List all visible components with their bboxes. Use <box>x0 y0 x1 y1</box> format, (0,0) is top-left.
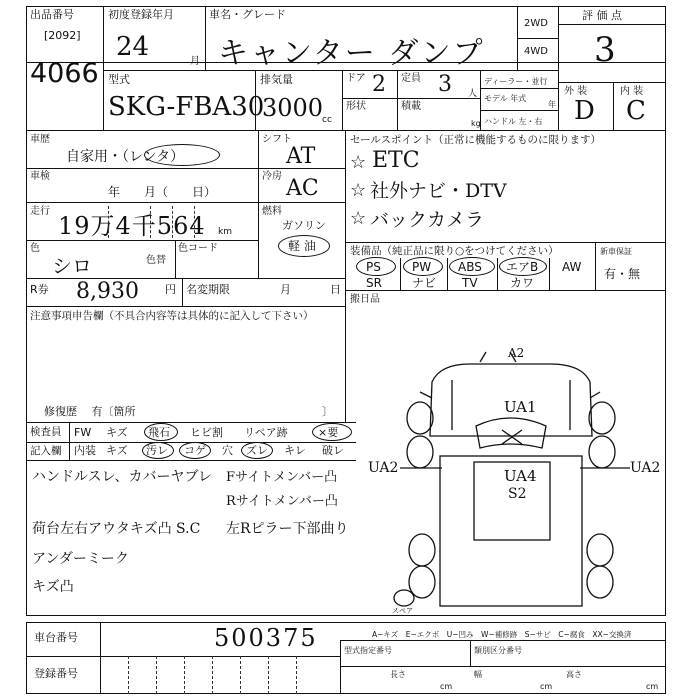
lot-number: 4066 <box>30 58 99 89</box>
drive-4wd: 4WD <box>524 46 548 57</box>
history-value: 自家用・（レンタ） <box>66 149 185 165</box>
damage-mark-s2: S2 <box>508 486 527 502</box>
comment-3: Rサイトメンバー凸 <box>226 494 338 509</box>
model-number-label: 型式指定番号 <box>344 646 392 655</box>
damage-mark-a2: A2 <box>508 346 525 360</box>
sales-point-star: ☆ <box>350 152 367 173</box>
reg-number-label: 登録番号 <box>34 667 78 680</box>
name-value: キャンター ダンプ <box>218 36 485 71</box>
sales-point-star: ☆ <box>350 208 367 229</box>
equip-aw: AW <box>562 260 582 274</box>
check-int-dirt: 汚レ <box>146 444 168 457</box>
name-label: 車名・グレード <box>209 8 286 21</box>
check-hibiware: ヒビ割 <box>190 426 223 439</box>
mileage-value: 19万4千564 <box>58 212 206 240</box>
load-label: 積載 <box>401 101 421 112</box>
color-label: 色 <box>30 243 40 254</box>
inspection-value: 年 月（ 日） <box>108 185 217 199</box>
displacement-label: 排気量 <box>260 73 293 86</box>
length-unit: cm <box>440 682 453 691</box>
repair-close: 〕 <box>322 405 333 418</box>
repair-label: 修復歴 有〔箇所 <box>44 405 136 418</box>
type-number-label: 類別区分番号 <box>474 646 522 655</box>
ship-date-label: 搬日品 <box>350 294 380 305</box>
comment-4: 荷台左右アウタキズ凸 S.C <box>32 521 201 537</box>
check-int-hole: 穴 <box>222 444 233 457</box>
inspector-label-2: 記入欄 <box>30 445 62 457</box>
damage-mark-ua2-right: UA2 <box>630 460 661 476</box>
check-repair: リペア跡 <box>244 426 288 439</box>
color-change-label: 色替 <box>146 255 166 266</box>
chassis-value: 500375 <box>214 624 318 652</box>
displacement-unit: cc <box>322 115 332 125</box>
name-change-label: 名変期限 <box>186 283 230 296</box>
model-value: SKG-FBA30 <box>108 92 265 122</box>
equip-leather: カワ <box>510 276 535 290</box>
reg-month-unit: 月 <box>190 56 200 67</box>
grade-value: 3 <box>594 30 616 70</box>
equip-navi: ナビ <box>412 276 437 290</box>
damage-mark-ua4: UA4 <box>504 467 537 485</box>
model-year-label: モデル 年式 <box>484 94 527 103</box>
inspector-label-1: 検査員 <box>30 426 62 438</box>
recycle-value: 8,930 <box>76 279 139 304</box>
new-spec-value: 有・無 <box>604 267 641 281</box>
check-tobiishi: 飛石 <box>148 426 170 439</box>
exterior-label: 外 装 <box>564 86 588 97</box>
reg-year-label: 初度登録年月 <box>108 8 174 21</box>
fuel-diesel: 軽 油 <box>288 239 316 253</box>
check-interior: 内装 <box>74 444 96 457</box>
drive-2wd: 2WD <box>524 18 548 29</box>
notes-label: 注意事項申告欄（不具合内容等は具体的に記入して下さい） <box>30 310 314 322</box>
damage-mark-ua1: UA1 <box>504 398 537 416</box>
color-value: シロ <box>52 254 92 278</box>
equip-airbag: エアB <box>506 260 539 274</box>
comment-2: Fサイトメンバー凸 <box>226 470 338 485</box>
comment-7: キズ凸 <box>32 579 74 595</box>
capacity-label: 定員 <box>401 73 421 84</box>
chassis-label: 車台番号 <box>34 631 78 644</box>
shape-label: 形状 <box>346 101 366 112</box>
ac-value: AC <box>286 176 319 201</box>
equip-sr: SR <box>366 276 382 290</box>
name-change-day: 日 <box>330 283 341 296</box>
reg-year-value: 24 <box>116 32 150 62</box>
load-unit: kg <box>471 119 481 128</box>
model-label: 型式 <box>108 73 130 86</box>
interior-label: 内 装 <box>620 86 644 97</box>
width-label: 幅 <box>474 670 482 679</box>
doors-label: ドア <box>346 73 366 84</box>
sales-point-3: バックカメラ <box>370 209 485 231</box>
check-needs: ×要 <box>318 426 339 439</box>
check-int-kizu: キズ <box>106 444 128 457</box>
year-unit: 年 <box>548 100 556 109</box>
history-label: 車歴 <box>30 134 50 145</box>
sales-point-2: 社外ナビ・DTV <box>370 180 507 202</box>
name-change-month: 月 <box>280 283 291 296</box>
sales-point-1: ETC <box>372 148 420 173</box>
check-int-tear: 破レ <box>322 444 344 457</box>
capacity-value: 3 <box>438 72 452 97</box>
inspection-label: 車検 <box>30 171 50 182</box>
equip-ps: PS <box>366 260 381 274</box>
damage-legend: A−キズ E−エクボ U−凹み W−補修跡 S−サビ C−腐食 XX−交換済 <box>372 630 632 639</box>
exterior-value: D <box>574 96 595 126</box>
equip-pw: PW <box>412 260 432 274</box>
damage-mark-ua2-left: UA2 <box>368 460 399 476</box>
interior-value: C <box>626 96 646 126</box>
sales-point-star: ☆ <box>350 180 367 201</box>
mileage-label: 走行 <box>30 206 50 217</box>
sales-points-label: セールスポイント（正常に機能するものに限ります） <box>350 134 602 146</box>
width-unit: cm <box>540 682 553 691</box>
shift-label: シフト <box>262 134 292 145</box>
color-code-label: 色コード <box>178 243 218 254</box>
check-int-shift: ズレ <box>246 444 268 457</box>
check-int-burn: コゲ <box>184 444 206 457</box>
recycle-unit: 円 <box>165 283 176 296</box>
comment-6: アンダーミーク <box>32 551 129 567</box>
mileage-unit: km <box>218 227 232 237</box>
ac-label: 冷房 <box>262 171 282 182</box>
comment-5: 左Rピラー下部曲り <box>226 521 349 537</box>
length-label: 長さ <box>390 670 406 679</box>
equipment-label: 装備品（純正品に限り○をつけてください） <box>350 245 559 257</box>
fuel-gas: ガソリン <box>282 219 326 232</box>
equip-abs: ABS <box>458 260 482 274</box>
grade-label: 評 価 点 <box>582 9 622 22</box>
check-int-cut: キレ <box>284 444 306 457</box>
shift-value: AT <box>286 144 316 169</box>
spare-note: スペア <box>392 607 413 615</box>
height-unit: cm <box>646 682 659 691</box>
lot-label: 出品番号 <box>30 8 74 21</box>
check-fw: FW <box>74 426 92 439</box>
lot-sub: [2092] <box>44 29 81 42</box>
recycle-label: R券 <box>30 283 49 296</box>
capacity-unit: 人 <box>468 89 478 99</box>
new-spec-label: 新車保証 <box>600 247 632 256</box>
dealer-label: ディーラー・並行 <box>484 77 548 86</box>
check-kizu: キズ <box>106 426 128 439</box>
fuel-label: 燃料 <box>262 206 282 217</box>
equip-tv: TV <box>462 276 478 290</box>
displacement-value: 3000 <box>262 94 324 122</box>
height-label: 高さ <box>566 670 582 679</box>
comment-1: ハンドルスレ、カバーヤブレ <box>32 469 212 485</box>
handle-label: ハンドル 左・右 <box>484 117 543 126</box>
doors-value: 2 <box>372 72 386 97</box>
